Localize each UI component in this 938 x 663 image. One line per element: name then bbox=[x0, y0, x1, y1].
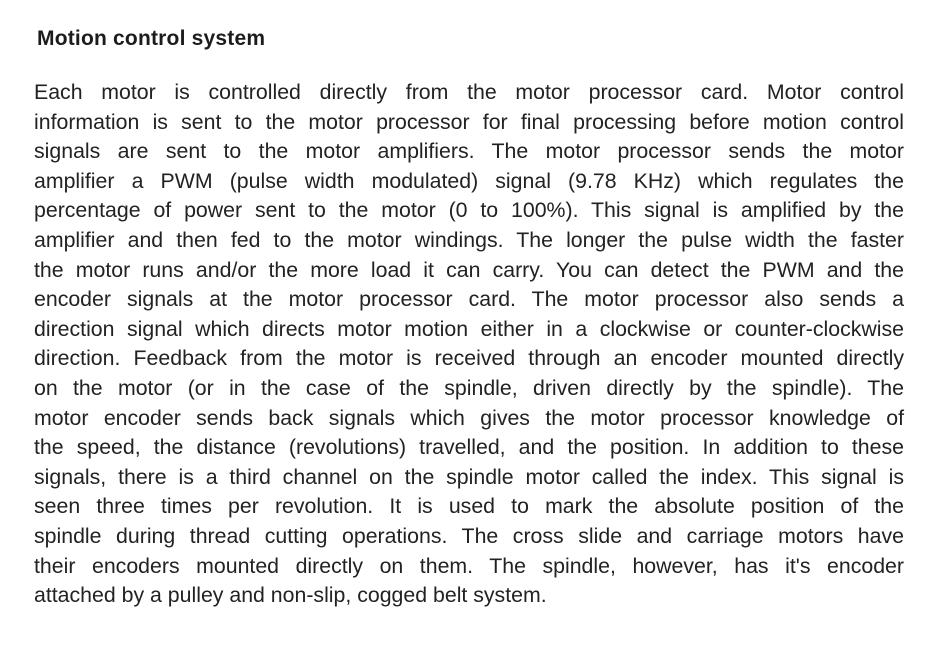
paragraph-line: Each motor is controlled directly from the motor processor card. Motor control bbox=[34, 80, 904, 104]
paragraph-line: encoder signals at the motor processor card. The motor processor also sends a bbox=[34, 287, 904, 312]
paragraph-line: the speed, the distance (revolutions) travelled, and the position. In addition to these bbox=[34, 435, 904, 460]
paragraph-line: motor encoder sends back signals which gives the motor processor knowledge of bbox=[34, 405, 904, 430]
paragraph-line: attached by a pulley and non-slip, cogged belt system. bbox=[34, 583, 547, 608]
paragraph-line: amplifier and then fed to the motor windings. The longer the pulse width the faster bbox=[34, 227, 904, 252]
paragraph-line: signals, there is a third channel on the spindle motor called the index. This signal is bbox=[34, 464, 904, 489]
paragraph-line: seen three times per revolution. It is used to mark the absolute position of the bbox=[34, 494, 904, 519]
paragraph-line: direction. Feedback from the motor is received through an encoder mounted directly bbox=[34, 346, 904, 371]
paragraph-line: signals are sent to the motor amplifiers. The motor processor sends the motor bbox=[34, 139, 904, 164]
paragraph-line: direction signal which directs motor motion either in a clockwise or counter-clockwise bbox=[34, 316, 904, 341]
paragraph-line: the motor runs and/or the more load it can carry. You can detect the PWM and the bbox=[34, 257, 904, 282]
paragraph-line: spindle during thread cutting operations. The cross slide and carriage motors have bbox=[34, 523, 904, 548]
section-paragraph bbox=[34, 78, 904, 611]
paragraph-line: on the motor (or in the case of the spindle, driven directly by the spindle). The bbox=[34, 375, 904, 400]
section-heading: Motion control system bbox=[37, 27, 266, 50]
paragraph-line: amplifier a PWM (pulse width modulated) signal (9.78 KHz) which regulates the bbox=[34, 168, 904, 193]
paragraph-line: information is sent to the motor processor for final processing before motion control bbox=[34, 109, 904, 134]
paragraph-line: their encoders mounted directly on them. The spindle, however, has it's encoder bbox=[34, 553, 904, 578]
paragraph-line: percentage of power sent to the motor (0 to 100%). This signal is amplified by the bbox=[34, 198, 904, 223]
